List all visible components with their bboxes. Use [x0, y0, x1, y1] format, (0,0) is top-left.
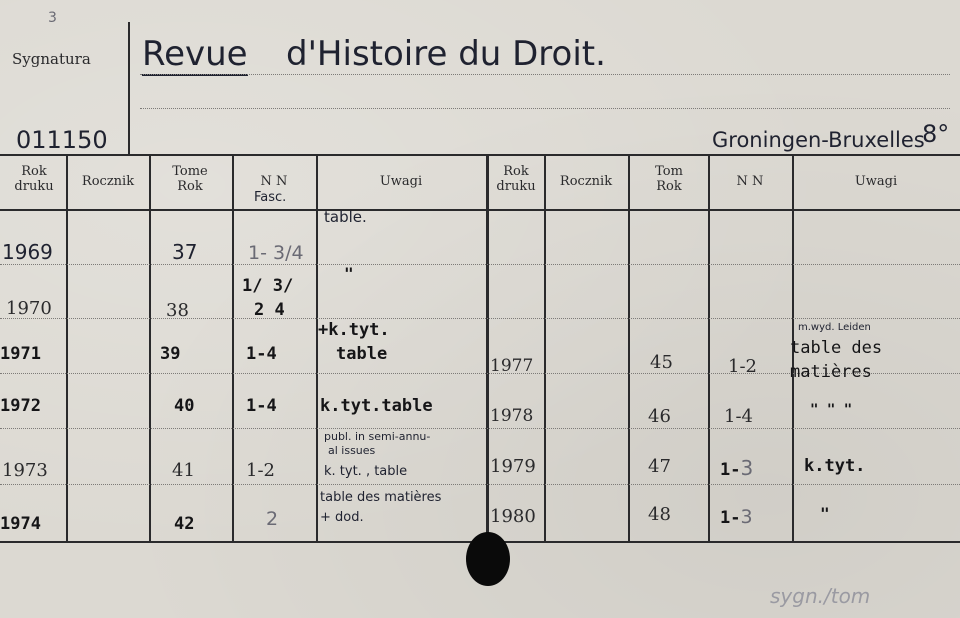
row-year: 1973 — [2, 460, 48, 481]
row-nn — [720, 456, 753, 480]
row-line — [0, 264, 960, 265]
header-uwagi-right: Uwagi — [854, 174, 898, 189]
row-tome: 48 — [648, 504, 671, 525]
corner-pencil-mark: 3 — [48, 10, 57, 26]
sygnatura-label: Sygnatura — [12, 50, 91, 68]
header-tome-rok-left: Tome Rok — [172, 164, 208, 194]
row-uwagi-line2: table — [336, 344, 388, 364]
row-uwagi-line2: al issues — [328, 444, 376, 457]
header-tom-rok-right: Tom Rok — [655, 164, 683, 194]
row-uwagi: " — [344, 264, 354, 283]
row-nn-hand: 3 — [740, 506, 753, 528]
row-nn: 1-4 — [724, 406, 753, 427]
row-tome: 39 — [160, 344, 181, 364]
header-rok-druku-right: Rok druku — [496, 164, 536, 194]
header-nn-left: N N — [260, 174, 288, 189]
header-fasc-left: Fasc. — [254, 190, 287, 205]
title-rest: d'Histoire du Droit. — [286, 34, 606, 74]
row-uwagi-line2: matières — [790, 362, 872, 382]
row-nn-print: 1- — [720, 460, 741, 480]
row-uwagi: table des matières — [320, 490, 442, 505]
row-tome: 37 — [172, 240, 198, 264]
row-uwagi-line2: + dod. — [320, 510, 364, 525]
row-tome: 46 — [648, 406, 671, 427]
signature-number: 011150 — [16, 126, 108, 154]
row-nn-print: 1- — [720, 508, 741, 528]
title-underlined: Revue — [142, 34, 248, 74]
header-rocznik-right: Rocznik — [559, 174, 613, 189]
row-tome: 41 — [172, 460, 195, 481]
row-tome: 47 — [648, 456, 671, 477]
row-tome: 40 — [174, 396, 195, 416]
place-of-publication: Groningen-Bruxelles — [712, 128, 925, 152]
row-year: 1971 — [0, 344, 41, 364]
row-nn: 1- 3/4 — [248, 242, 304, 264]
footer-pencil-note: sygn./tom — [770, 584, 871, 608]
row-uwagi: " " " — [810, 402, 853, 418]
row-nn: 1-2 — [728, 356, 757, 377]
row-uwagi-note: m.wyd. Leiden — [798, 322, 871, 333]
header-nn-right: N N — [736, 174, 764, 189]
row-nn: 1-4 — [246, 344, 277, 364]
row-uwagi: +k.tyt. — [318, 320, 390, 340]
row-uwagi: table des — [790, 338, 883, 358]
punch-hole — [466, 532, 510, 586]
row-line — [0, 428, 960, 429]
table-top-rule — [0, 154, 960, 156]
header-divider — [128, 22, 130, 154]
row-uwagi: publ. in semi-annu- — [324, 430, 431, 443]
row-uwagi: table. — [324, 208, 367, 226]
row-nn — [720, 506, 753, 528]
title-dotted-line-1 — [140, 74, 950, 75]
row-year: 1969 — [2, 240, 53, 264]
row-uwagi: k.tyt.table — [320, 396, 433, 416]
row-year: 1979 — [490, 456, 536, 477]
table-header-rule — [0, 209, 960, 211]
header-rocznik-left: Rocznik — [81, 174, 135, 189]
row-nn-hand: 3 — [740, 456, 754, 480]
row-year: 1972 — [0, 396, 41, 416]
row-uwagi: " — [820, 504, 830, 523]
row-tome: 45 — [650, 352, 673, 373]
row-line — [0, 318, 960, 319]
row-year: 1977 — [490, 356, 534, 376]
row-uwagi: k.tyt. — [804, 456, 866, 476]
header-uwagi-left: Uwagi — [379, 174, 423, 189]
header-rok-druku-left: Rok druku — [14, 164, 54, 194]
row-year: 1970 — [6, 298, 52, 319]
row-nn: 1-4 — [246, 396, 277, 416]
row-nn-top: 1/ 3/ — [242, 276, 294, 296]
row-year: 1980 — [490, 506, 536, 527]
title-dotted-line-2 — [140, 108, 950, 109]
row-year: 1974 — [0, 514, 41, 534]
format: 8° — [922, 120, 950, 148]
row-nn-bottom: 2 4 — [254, 300, 285, 320]
row-line — [0, 484, 960, 485]
row-tome: 42 — [174, 514, 195, 534]
title-first-word — [142, 34, 248, 74]
row-tome: 38 — [166, 300, 189, 321]
row-nn: 2 — [266, 508, 279, 530]
row-year: 1978 — [490, 406, 534, 426]
row-nn: 1-2 — [246, 460, 275, 481]
row-uwagi-line3: k. tyt. , table — [324, 464, 408, 479]
